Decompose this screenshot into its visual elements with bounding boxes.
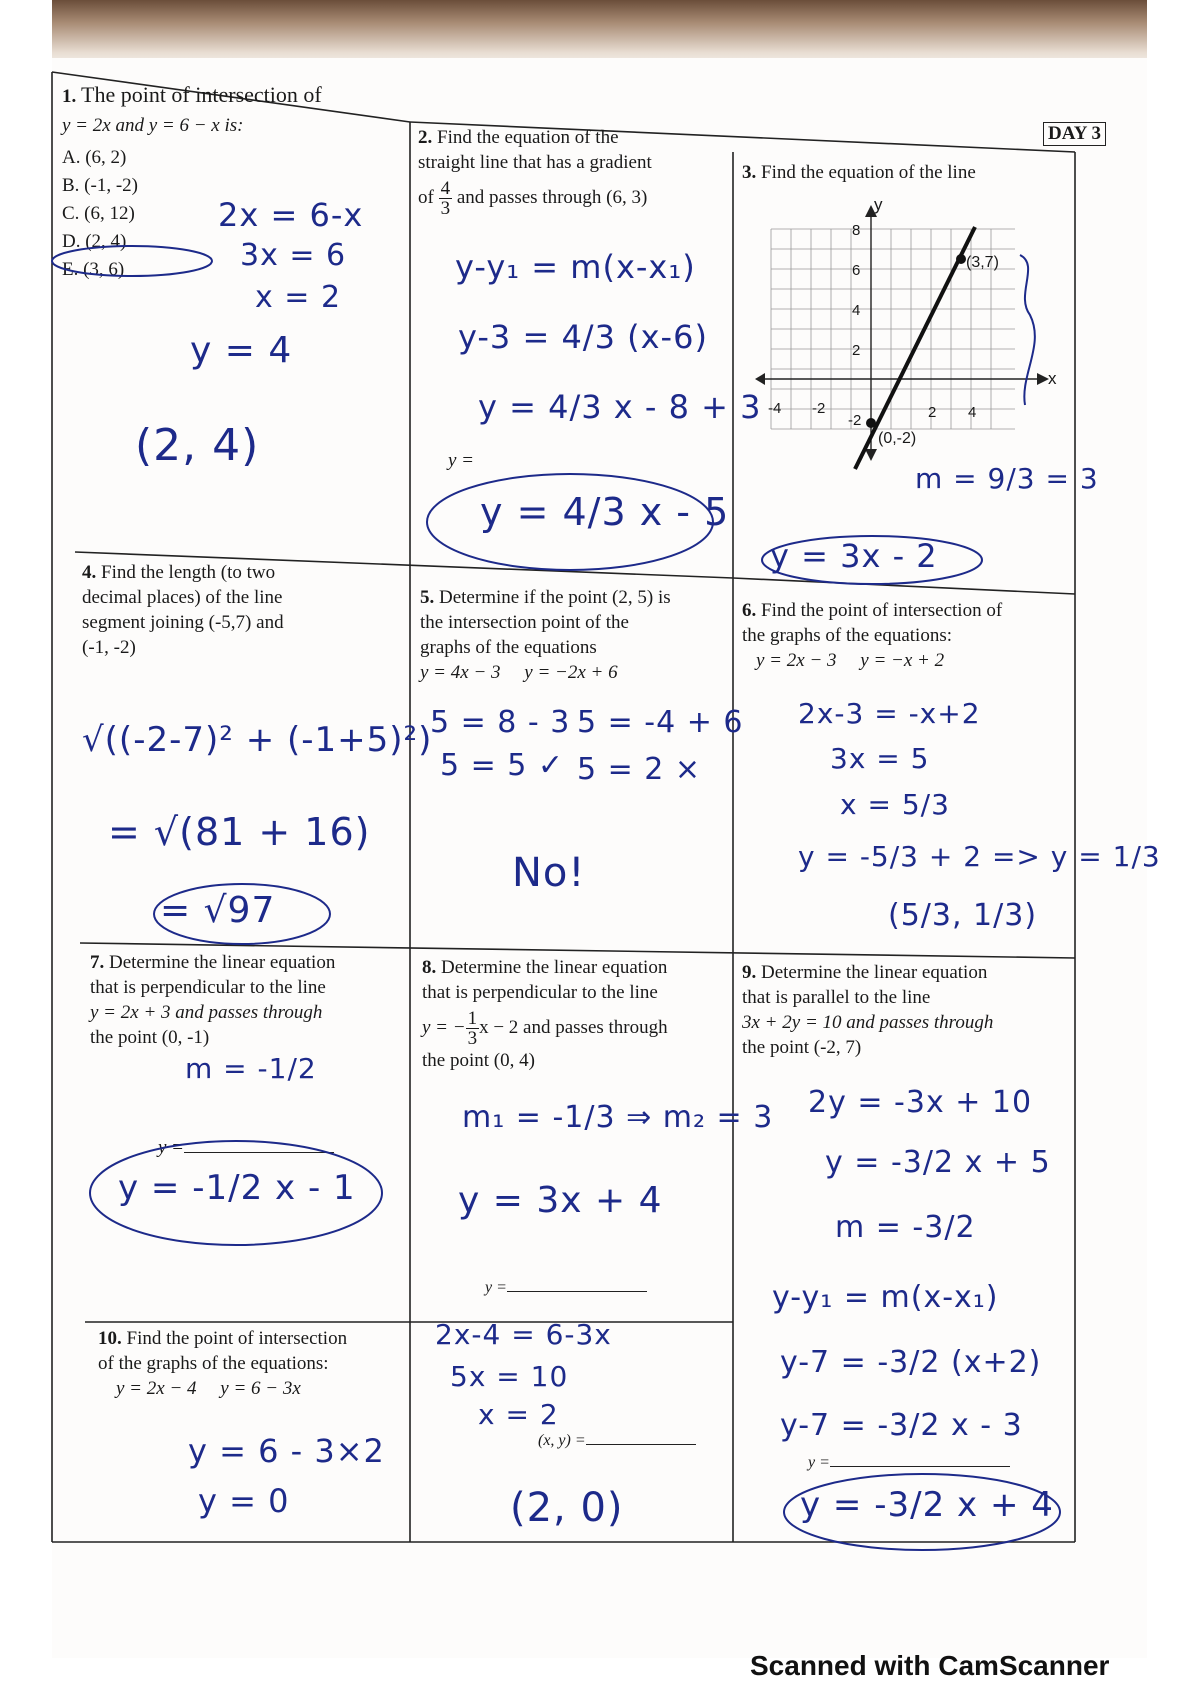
- q8-work-line: m₁ = -1/3 ⇒ m₂ = 3: [462, 1100, 774, 1135]
- question-number: 3.: [742, 162, 757, 183]
- q9-work-line: 2y = -3x + 10: [808, 1085, 1033, 1120]
- question-text: Determine the linear equation: [441, 957, 668, 978]
- question-equations: y = 2x and y = 6 − x is:: [62, 115, 244, 136]
- equation: y = 6 − 3x: [220, 1378, 301, 1399]
- question-number: 9.: [742, 962, 757, 983]
- question-text: and passes through (6, 3): [456, 186, 648, 208]
- q6-answer: (5/3, 1/3): [888, 898, 1038, 933]
- q9-answer: y = -3/2 x + 4: [800, 1485, 1054, 1525]
- fraction-numerator: 1: [467, 1008, 478, 1029]
- question-text: Determine the linear equation: [761, 962, 988, 983]
- question-text: Determine the linear equation: [109, 952, 336, 973]
- question-text: that is parallel to the line: [742, 987, 931, 1008]
- question-4: [82, 560, 402, 660]
- question-7: [90, 950, 405, 1050]
- question-9: [742, 960, 1072, 1060]
- question-10: [98, 1326, 408, 1401]
- answer-prefix: (x, y) =: [538, 1432, 586, 1449]
- question-text: the intersection point of the: [420, 612, 629, 633]
- answer-prefix: y =: [808, 1454, 830, 1471]
- equation: y = −2x + 6: [524, 662, 618, 683]
- answer-line: [485, 1275, 647, 1300]
- fraction-denominator: 3: [467, 1028, 478, 1049]
- q6-work-line: 3x = 5: [830, 742, 930, 775]
- q2-answer: y = 4/3 x - 5: [480, 490, 730, 534]
- q8-answer: y = 3x + 4: [458, 1180, 663, 1221]
- question-text: that is perpendicular to the line: [422, 982, 658, 1003]
- option-a[interactable]: A. (6, 2): [62, 147, 127, 168]
- q6-work-line: y = -5/3 + 2 => y = 1/3: [798, 840, 1161, 873]
- question-5: [420, 585, 730, 685]
- q4-answer: = √97: [160, 890, 276, 931]
- answer-line: [538, 1428, 696, 1453]
- equation: y = −: [422, 1016, 466, 1038]
- q10-work-line: y = 6 - 3×2: [188, 1432, 385, 1470]
- y-tick-label: 8: [852, 222, 861, 239]
- q1-work-line: x = 2: [255, 280, 342, 315]
- question-text: the point (-2, 7): [742, 1037, 862, 1058]
- q5-work-line: 5 = 2 ×: [577, 752, 702, 787]
- question-number: 4.: [82, 562, 97, 583]
- question-text: Find the equation of the line: [761, 162, 976, 183]
- question-text: of: [418, 186, 434, 208]
- q10-work-line: 5x = 10: [450, 1360, 569, 1393]
- question-number: 1.: [62, 86, 77, 107]
- question-text: y = 2x + 3 and passes through: [90, 1002, 323, 1023]
- q6-work-line: x = 5/3: [840, 788, 950, 821]
- option-b[interactable]: B. (-1, -2): [62, 175, 138, 196]
- q4-work-line: = √(81 + 16): [108, 810, 371, 854]
- gradient-fraction: [439, 179, 453, 218]
- question-text: decimal places) of the line: [82, 587, 283, 608]
- question-text: that is perpendicular to the line: [90, 977, 326, 998]
- question-6: [742, 598, 1072, 673]
- slope-fraction: [466, 1009, 480, 1048]
- q6-work-line: 2x-3 = -x+2: [798, 697, 981, 730]
- q9-work-line: y-y₁ = m(x-x₁): [772, 1280, 999, 1315]
- question-text: Find the point of intersection of: [761, 600, 1003, 621]
- scanner-watermark: Scanned with CamScanner: [750, 1650, 1110, 1681]
- q9-work-line: m = -3/2: [835, 1210, 976, 1245]
- question-text: the point (0, 4): [422, 1050, 535, 1071]
- x-axis-label: x: [1048, 369, 1057, 388]
- question-number: 10.: [98, 1328, 122, 1349]
- q2-work-line: y-3 = 4/3 (x-6): [458, 318, 708, 356]
- q5-work-line: 5 = 8 - 3: [430, 705, 571, 740]
- fraction-denominator: 3: [440, 198, 451, 219]
- equation: x − 2 and passes through: [479, 1016, 668, 1038]
- question-text: the graphs of the equations:: [742, 625, 953, 646]
- question-text: Find the length (to two: [101, 562, 276, 583]
- question-text: straight line that has a gradient: [418, 152, 652, 173]
- point-label: (3,7): [966, 254, 999, 271]
- equation: y = 4x − 3: [420, 662, 501, 683]
- q3-gradient-work: m = 9/3 = 3: [915, 462, 1099, 495]
- question-text: Find the equation of the: [437, 127, 619, 148]
- q1-answer: (2, 4): [135, 420, 260, 471]
- question-number: 8.: [422, 957, 437, 978]
- y-tick-label: 6: [852, 262, 861, 279]
- y-tick-label: 4: [852, 302, 861, 319]
- y-tick-label: -2: [848, 412, 862, 429]
- question-text: Find the point of intersection: [126, 1328, 348, 1349]
- answer-blank[interactable]: [507, 1291, 647, 1292]
- q2-work-line: y = 4/3 x - 8 + 3: [478, 388, 762, 426]
- q2-work-line: y-y₁ = m(x-x₁): [455, 248, 696, 286]
- q7-gradient-work: m = -1/2: [185, 1052, 317, 1085]
- q1-work-line: y = 4: [190, 330, 293, 371]
- answer-prefix: y =: [448, 450, 475, 471]
- q5-answer: No!: [512, 850, 586, 896]
- answer-blank[interactable]: [586, 1444, 696, 1445]
- q1-work-line: 2x = 6-x: [218, 196, 364, 234]
- q1-work-line: 3x = 6: [240, 238, 347, 273]
- question-8: [422, 955, 727, 1073]
- q4-work-line: √((-2-7)² + (-1+5)²): [82, 720, 433, 760]
- question-number: 5.: [420, 587, 435, 608]
- question-text: of the graphs of the equations:: [98, 1353, 329, 1374]
- x-tick-label: 2: [928, 404, 937, 421]
- question-text: Determine if the point (2, 5) is: [439, 587, 671, 608]
- q5-work-line: 5 = -4 + 6: [577, 705, 744, 740]
- question-text: (-1, -2): [82, 637, 136, 658]
- question-text: The point of intersection of: [81, 82, 322, 107]
- fraction-numerator: 4: [440, 178, 451, 199]
- answer-blank[interactable]: [830, 1466, 1010, 1467]
- q9-work-line: y-7 = -3/2 x - 3: [780, 1408, 1023, 1443]
- q10-work-line: 2x-4 = 6-3x: [435, 1318, 612, 1351]
- x-tick-label: 4: [968, 404, 977, 421]
- y-axis-label: y: [874, 195, 883, 214]
- option-d-circle: [52, 242, 252, 282]
- point-label: (0,-2): [878, 430, 917, 447]
- question-text: graphs of the equations: [420, 637, 597, 658]
- question-3: [742, 160, 1072, 185]
- day-label: DAY 3: [1043, 122, 1106, 146]
- equation: y = 2x − 3: [756, 650, 837, 671]
- q3-answer: y = 3x - 2: [770, 537, 938, 575]
- q10-work-line: x = 2: [478, 1398, 559, 1431]
- question-number: 2.: [418, 127, 433, 148]
- q5-work-line: 5 = 5 ✓: [440, 748, 565, 783]
- q9-work-line: y-7 = -3/2 (x+2): [780, 1345, 1042, 1380]
- answer-prefix: y =: [485, 1279, 507, 1296]
- q7-answer: y = -1/2 x - 1: [118, 1168, 356, 1208]
- question-text: 3x + 2y = 10 and passes through: [742, 1012, 994, 1033]
- question-2: [418, 125, 728, 218]
- equation: y = −x + 2: [860, 650, 945, 671]
- option-e[interactable]: E. (3, 6): [62, 259, 125, 280]
- question-number: 6.: [742, 600, 757, 621]
- y-tick-label: 2: [852, 342, 861, 359]
- question-text: segment joining (-5,7) and: [82, 612, 284, 633]
- option-c[interactable]: C. (6, 12): [62, 203, 135, 224]
- x-tick-label: -4: [768, 400, 782, 417]
- equation: y = 2x − 4: [116, 1378, 197, 1399]
- option-d[interactable]: D. (2, 4): [62, 231, 127, 252]
- q9-work-line: y = -3/2 x + 5: [825, 1145, 1051, 1180]
- x-tick-label: -2: [812, 400, 826, 417]
- question-text: the point (0, -1): [90, 1027, 210, 1048]
- answer-prefix: y =: [158, 1137, 185, 1158]
- question-number: 7.: [90, 952, 105, 973]
- q10-work-line: y = 0: [198, 1482, 290, 1520]
- q10-answer: (2, 0): [510, 1485, 624, 1531]
